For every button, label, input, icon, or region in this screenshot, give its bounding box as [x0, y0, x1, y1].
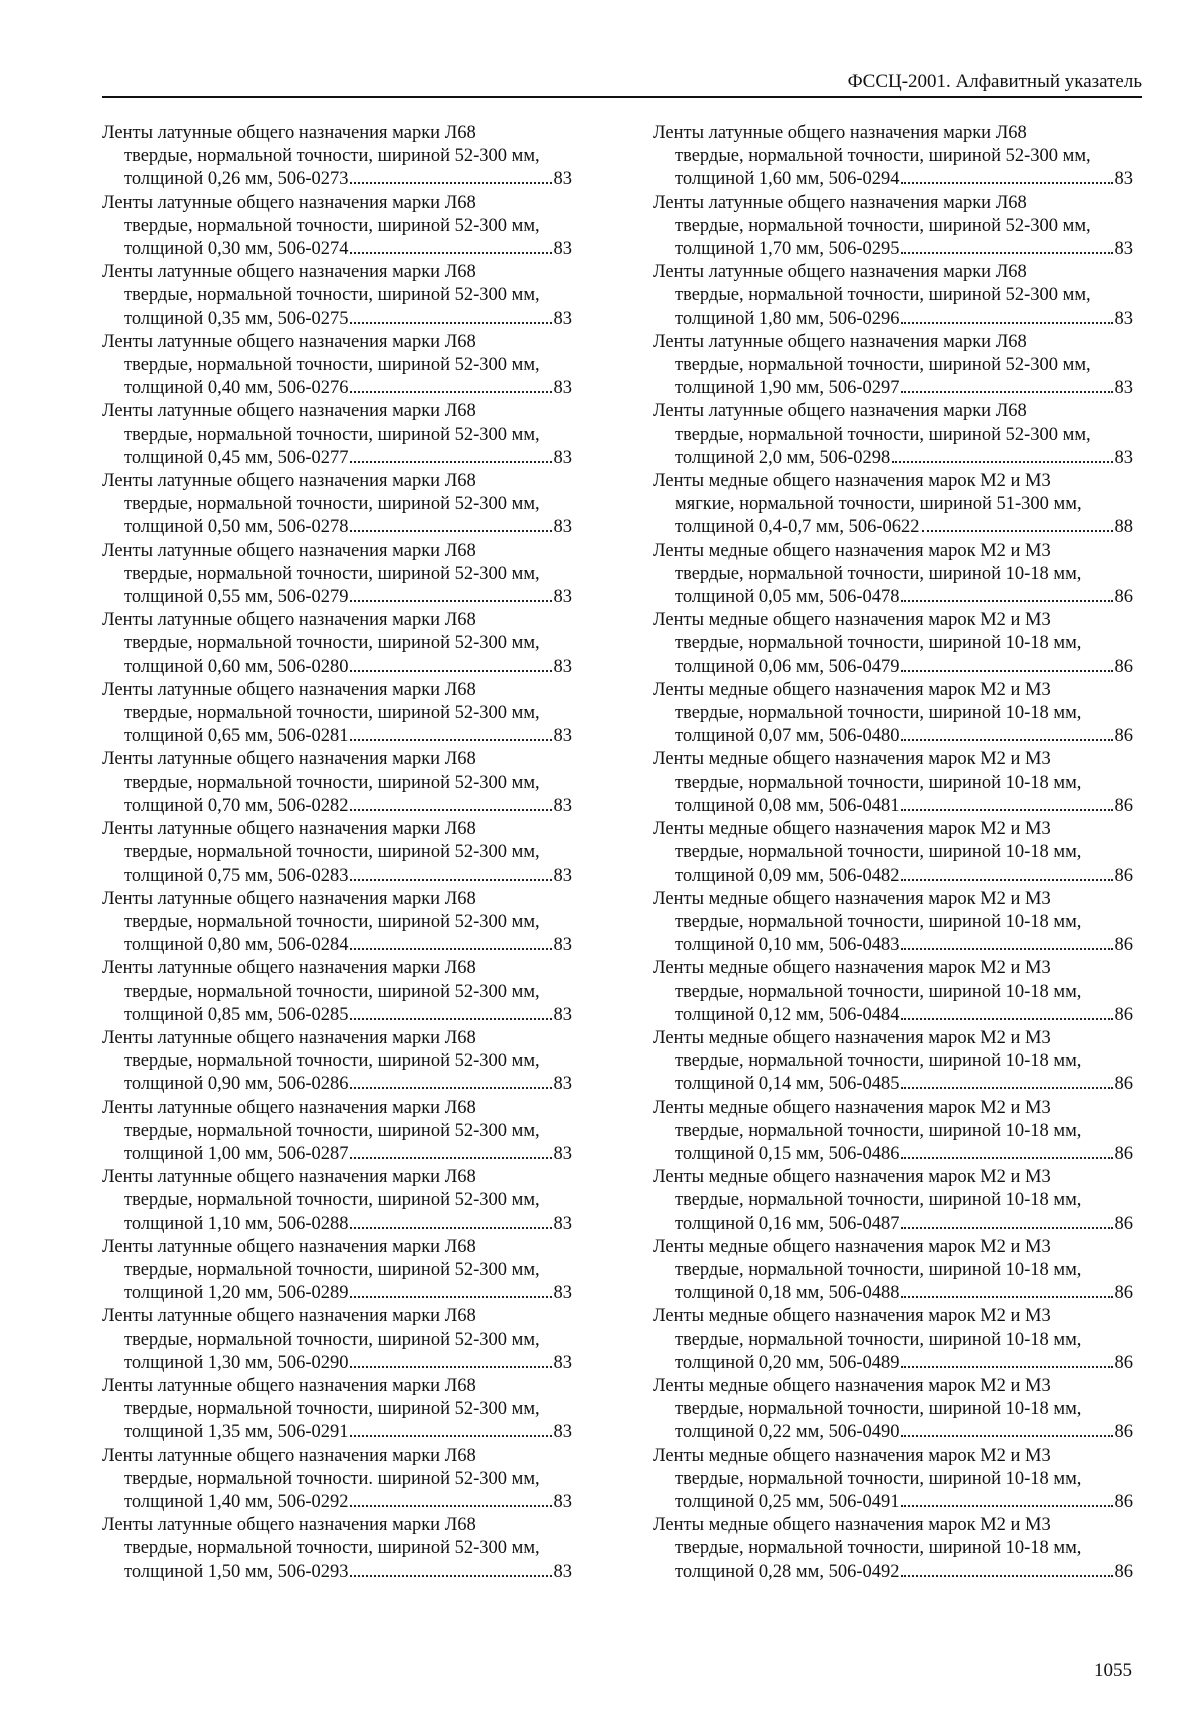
- entry-code-line: [653, 586, 1133, 609]
- index-entry: [102, 1166, 572, 1236]
- entry-description-line: твердые, нормальной точности, шириной 52-300 мм,: [124, 1190, 540, 1211]
- entry-code: толщиной 0,09 мм, 506-0482: [675, 865, 900, 886]
- entry-page-ref: 83: [553, 447, 572, 468]
- index-entry: [653, 888, 1133, 958]
- dot-leader: [350, 1018, 551, 1020]
- entry-title-line: Ленты латунные общего назначения марки Л68: [102, 123, 476, 143]
- entry-title-line: Ленты медные общего назначения марок М2 и М3: [653, 819, 1051, 840]
- entry-description-line: твердые, нормальной точности, шириной 52-300 мм,: [124, 842, 540, 863]
- dot-leader: [350, 1157, 551, 1159]
- dot-leader: [901, 1366, 1112, 1368]
- entry-code-line: [653, 516, 1133, 539]
- entry-code-line: [653, 656, 1133, 679]
- index-entry: [102, 1375, 572, 1445]
- entry-code: толщиной 0,70 мм, 506-0282: [124, 795, 349, 816]
- entry-code: толщиной 0,12 мм, 506-0484: [675, 1004, 900, 1025]
- dot-leader: [901, 322, 1112, 324]
- entry-title-line: Ленты латунные общего назначения марки Л68: [102, 1097, 476, 1118]
- page-header: [102, 70, 1142, 98]
- entry-code: толщиной 0,28 мм, 506-0492: [675, 1561, 900, 1582]
- entry-description-line: твердые, нормальной точности, шириной 10-18 мм,: [675, 842, 1082, 863]
- entry-description-line: твердые, нормальной точности, шириной 10-18 мм,: [675, 633, 1082, 654]
- index-entry: [102, 957, 572, 1027]
- entry-code: толщиной 0,40 мм, 506-0276: [124, 378, 349, 399]
- index-entry: [102, 122, 572, 192]
- entry-page-ref: 83: [553, 1352, 572, 1373]
- entry-title-line: Ленты медные общего назначения марок М2 и М3: [653, 749, 1051, 770]
- dot-leader: [350, 1575, 551, 1577]
- entry-description-line: твердые, нормальной точности, шириной 52-300 мм,: [124, 146, 540, 167]
- entry-code: толщиной 1,70 мм, 506-0295: [675, 239, 900, 260]
- entry-code: толщиной 1,35 мм, 506-0291: [124, 1422, 349, 1443]
- dot-leader: [901, 739, 1112, 741]
- entry-code: толщиной 1,60 мм, 506-0294: [675, 169, 900, 190]
- entry-title-line: Ленты латунные общего назначения марки Л68: [102, 1375, 476, 1396]
- index-entry: [653, 470, 1133, 540]
- entry-description-line: твердые, нормальной точности, шириной 52-300 мм,: [124, 911, 540, 932]
- entry-title-line: Ленты медные общего назначения марок М2 и М3: [653, 1306, 1051, 1327]
- entry-code-line: [653, 447, 1133, 470]
- entry-code: толщиной 0,4-0,7 мм, 506-0622: [675, 517, 920, 538]
- entry-code: толщиной 1,50 мм, 506-0293: [124, 1561, 349, 1582]
- dot-leader: [350, 252, 551, 254]
- entry-description-line: твердые, нормальной точности, шириной 10-18 мм,: [675, 1190, 1082, 1211]
- entry-code-line: [102, 308, 572, 331]
- entry-description-line: твердые, нормальной точности, шириной 52-300 мм,: [124, 772, 540, 793]
- dot-leader: [901, 1227, 1112, 1229]
- entry-page-ref: 86: [1114, 935, 1133, 956]
- entry-page-ref: 83: [553, 587, 572, 608]
- entry-title-line: Ленты латунные общего назначения марки Л68: [102, 401, 476, 422]
- entry-page-ref: 86: [1114, 1074, 1133, 1095]
- entry-description-line: твердые, нормальной точности, шириной 52-300 мм,: [675, 355, 1091, 376]
- entry-description-line: твердые, нормальной точности, шириной 52-300 мм,: [124, 1538, 540, 1559]
- entry-page-ref: 83: [553, 865, 572, 886]
- entry-code: толщиной 0,14 мм, 506-0485: [675, 1074, 900, 1095]
- dot-leader: [350, 670, 551, 672]
- dot-leader: [901, 1435, 1112, 1437]
- dot-leader: [901, 948, 1112, 950]
- entry-code-line: [653, 308, 1133, 331]
- header-title: ФССЦ-2001. Алфавитный указатель: [847, 71, 1142, 92]
- index-entry: [102, 540, 572, 610]
- entry-code-line: [102, 1213, 572, 1236]
- entry-code: толщиной 0,35 мм, 506-0275: [124, 308, 349, 329]
- entry-page-ref: 86: [1114, 1491, 1133, 1512]
- entry-page-ref: 83: [553, 239, 572, 260]
- entry-description-line: твердые, нормальной точности, шириной 52-300 мм,: [675, 215, 1091, 236]
- entry-code-line: [653, 1073, 1133, 1096]
- entry-title-line: Ленты латунные общего назначения марки Л68: [102, 1167, 476, 1188]
- entry-code: толщиной 1,20 мм, 506-0289: [124, 1283, 349, 1304]
- entry-description-line: твердые, нормальной точности, шириной 52-300 мм,: [124, 215, 540, 236]
- dot-leader: [901, 252, 1112, 254]
- entry-description-line: твердые, нормальной точности, шириной 52-300 мм,: [675, 424, 1091, 445]
- entry-page-ref: 83: [553, 1213, 572, 1234]
- dot-leader: [901, 1157, 1112, 1159]
- dot-leader: [901, 809, 1112, 811]
- entry-description-line: твердые, нормальной точности, шириной 10-18 мм,: [675, 563, 1082, 584]
- index-entry: [653, 748, 1133, 818]
- index-entry: [102, 609, 572, 679]
- index-entry: [653, 1166, 1133, 1236]
- page-number: 1055: [1094, 1660, 1132, 1681]
- entry-page-ref: 86: [1114, 587, 1133, 608]
- entry-page-ref: 83: [1114, 447, 1133, 468]
- entry-page-ref: 83: [1114, 239, 1133, 260]
- entry-description-line: твердые, нормальной точности, шириной 10-18 мм,: [675, 1538, 1082, 1559]
- entry-code-line: [653, 1421, 1133, 1444]
- dot-leader: [901, 1087, 1112, 1089]
- entry-description-line: твердые, нормальной точности, шириной 52-300 мм,: [124, 285, 540, 306]
- entry-page-ref: 83: [553, 726, 572, 747]
- entry-description-line: мягкие, нормальной точности, шириной 51-300 мм,: [675, 494, 1082, 515]
- dot-leader: [350, 1435, 551, 1437]
- entry-page-ref: 86: [1114, 1561, 1133, 1582]
- entry-code-line: [653, 1491, 1133, 1514]
- entry-description-line: твердые, нормальной точности, шириной 52-300 мм,: [675, 285, 1091, 306]
- entry-code: толщиной 0,90 мм, 506-0286: [124, 1074, 349, 1095]
- entry-code: толщиной 0,05 мм, 506-0478: [675, 587, 900, 608]
- entry-page-ref: 83: [553, 795, 572, 816]
- entry-page-ref: 83: [553, 378, 572, 399]
- index-entry: [102, 192, 572, 262]
- dot-leader: [350, 322, 551, 324]
- entry-title-line: Ленты латунные общего назначения марки Л68: [653, 262, 1027, 283]
- entry-code-line: [653, 1561, 1133, 1584]
- entry-title-line: Ленты латунные общего назначения марки Л68: [653, 401, 1027, 422]
- entry-description-line: твердые, нормальной точности, шириной 52-300 мм,: [124, 1399, 540, 1420]
- entry-page-ref: 86: [1114, 1283, 1133, 1304]
- entry-title-line: Ленты латунные общего назначения марки Л68: [102, 262, 476, 283]
- entry-title-line: Ленты латунные общего назначения марки Л68: [102, 1515, 476, 1536]
- index-entry: [102, 1305, 572, 1375]
- entry-code-line: [653, 1352, 1133, 1375]
- entry-page-ref: 83: [553, 1561, 572, 1582]
- entry-description-line: твердые, нормальной точности, шириной 10-18 мм,: [675, 1468, 1082, 1489]
- dot-leader: [901, 600, 1112, 602]
- dot-leader: [350, 1227, 551, 1229]
- entry-code-line: [102, 238, 572, 261]
- entry-page-ref: 83: [553, 517, 572, 538]
- entry-title-line: Ленты медные общего назначения марок М2 и М3: [653, 1027, 1051, 1048]
- entry-description-line: твердые, нормальной точности. шириной 52-300 мм,: [124, 1468, 540, 1489]
- dot-leader: [901, 1505, 1112, 1507]
- dot-leader: [892, 461, 1112, 463]
- entry-page-ref: 83: [553, 169, 572, 190]
- entry-title-line: Ленты латунные общего назначения марки Л68: [653, 192, 1027, 213]
- entry-code: толщиной 1,30 мм, 506-0290: [124, 1352, 349, 1373]
- entry-code: толщиной 0,60 мм, 506-0280: [124, 656, 349, 677]
- entry-code-line: [102, 1282, 572, 1305]
- index-entry: [653, 1514, 1133, 1584]
- entry-title-line: Ленты латунные общего назначения марки Л68: [102, 958, 476, 979]
- entry-title-line: Ленты латунные общего назначения марки Л68: [102, 749, 476, 770]
- entry-code-line: [102, 934, 572, 957]
- index-entry: [102, 331, 572, 401]
- entry-page-ref: 86: [1114, 726, 1133, 747]
- entry-title-line: Ленты латунные общего назначения марки Л68: [102, 679, 476, 700]
- index-entry: [653, 1027, 1133, 1097]
- entry-title-line: Ленты медные общего назначения марок М2 и М3: [653, 1445, 1051, 1466]
- entry-code-line: [102, 377, 572, 400]
- dot-leader: [350, 600, 551, 602]
- dot-leader: [350, 1366, 551, 1368]
- entry-title-line: Ленты медные общего назначения марок М2 и М3: [653, 1097, 1051, 1118]
- dot-leader: [350, 461, 551, 463]
- entry-code: толщиной 2,0 мм, 506-0298: [675, 447, 891, 468]
- dot-leader: [901, 670, 1112, 672]
- entry-title-line: Ленты латунные общего назначения марки Л68: [102, 1445, 476, 1466]
- entry-description-line: твердые, нормальной точности, шириной 52-300 мм,: [124, 1120, 540, 1141]
- dot-leader: [350, 530, 551, 532]
- entry-description-line: твердые, нормальной точности, шириной 52-300 мм,: [124, 563, 540, 584]
- entry-description-line: твердые, нормальной точности, шириной 52-300 мм,: [124, 1329, 540, 1350]
- entry-title-line: Ленты медные общего назначения марок М2 и М3: [653, 1375, 1051, 1396]
- entry-title-line: Ленты латунные общего назначения марки Л68: [102, 1027, 476, 1048]
- entry-title-line: Ленты латунные общего назначения марки Л68: [102, 471, 476, 492]
- index-entry: [102, 470, 572, 540]
- entry-code-line: [102, 865, 572, 888]
- index-entry: [102, 888, 572, 958]
- index-entry: [102, 261, 572, 331]
- index-entry: [102, 1236, 572, 1306]
- index-entry: [102, 400, 572, 470]
- entry-title-line: Ленты медные общего назначения марок М2 и М3: [653, 610, 1051, 631]
- entry-page-ref: 86: [1114, 1352, 1133, 1373]
- entry-code: толщиной 0,16 мм, 506-0487: [675, 1213, 900, 1234]
- entry-page-ref: 86: [1114, 1213, 1133, 1234]
- entry-description-line: твердые, нормальной точности, шириной 10-18 мм,: [675, 1051, 1082, 1072]
- entry-description-line: твердые, нормальной точности, шириной 10-18 мм,: [675, 1259, 1082, 1280]
- entry-description-line: твердые, нормальной точности, шириной 52-300 мм,: [124, 1259, 540, 1280]
- entry-code-line: [653, 865, 1133, 888]
- entry-description-line: твердые, нормальной точности, шириной 52-300 мм,: [124, 981, 540, 1002]
- entry-title-line: Ленты медные общего назначения марок М2 и М3: [653, 540, 1051, 561]
- index-entry: [653, 192, 1133, 262]
- dot-leader: [350, 1505, 551, 1507]
- entry-page-ref: 83: [553, 1422, 572, 1443]
- dot-leader: [901, 1296, 1112, 1298]
- entry-code-line: [102, 1421, 572, 1444]
- entry-page-ref: 86: [1114, 1422, 1133, 1443]
- entry-code: толщиной 1,00 мм, 506-0287: [124, 1143, 349, 1164]
- dot-leader: [350, 879, 551, 881]
- entry-code-line: [102, 168, 572, 191]
- entry-code-line: [653, 168, 1133, 191]
- entry-code: толщиной 0,55 мм, 506-0279: [124, 587, 349, 608]
- dot-leader: [901, 879, 1112, 881]
- entry-description-line: твердые, нормальной точности, шириной 52-300 мм,: [124, 1051, 540, 1072]
- entry-title-line: Ленты медные общего назначения марок М2 и М3: [653, 679, 1051, 700]
- entry-code: толщиной 0,20 мм, 506-0489: [675, 1352, 900, 1373]
- index-entry: [653, 818, 1133, 888]
- dot-leader: [350, 182, 551, 184]
- entry-code: толщиной 0,15 мм, 506-0486: [675, 1143, 900, 1164]
- entry-page-ref: 83: [553, 1143, 572, 1164]
- entry-code-line: [653, 1004, 1133, 1027]
- index-entry: [653, 1097, 1133, 1167]
- index-entry: [653, 1236, 1133, 1306]
- entry-page-ref: 83: [553, 308, 572, 329]
- entry-title-line: Ленты медные общего назначения марок М2 и М3: [653, 888, 1051, 909]
- index-entry: [102, 748, 572, 818]
- dot-leader: [901, 1018, 1112, 1020]
- entry-description-line: твердые, нормальной точности, шириной 52-300 мм,: [124, 633, 540, 654]
- index-entry: [653, 1375, 1133, 1445]
- index-entry: [653, 1445, 1133, 1515]
- entry-code-line: [102, 795, 572, 818]
- entry-title-line: Ленты медные общего назначения марок М2 и М3: [653, 958, 1051, 979]
- dot-leader: [901, 1575, 1112, 1577]
- entry-title-line: Ленты латунные общего назначения марки Л68: [653, 331, 1027, 352]
- entry-title-line: Ленты медные общего назначения марок М2 и М3: [653, 471, 1051, 492]
- entry-page-ref: 83: [553, 1004, 572, 1025]
- entry-code-line: [653, 795, 1133, 818]
- index-entry: [653, 122, 1133, 192]
- index-column-left: [102, 122, 572, 1584]
- entry-title-line: Ленты медные общего назначения марок М2 и М3: [653, 1167, 1051, 1188]
- entry-code: толщиной 0,26 мм, 506-0273: [124, 169, 349, 190]
- entry-page-ref: 83: [553, 1491, 572, 1512]
- entry-page-ref: 88: [1114, 517, 1133, 538]
- entry-title-line: Ленты медные общего назначения марок М2 и М3: [653, 1515, 1051, 1536]
- index-entry: [102, 1027, 572, 1097]
- entry-code: толщиной 0,30 мм, 506-0274: [124, 239, 349, 260]
- index-entry: [102, 1445, 572, 1515]
- entry-description-line: твердые, нормальной точности, шириной 10-18 мм,: [675, 981, 1082, 1002]
- entry-page-ref: 86: [1114, 1143, 1133, 1164]
- entry-code: толщиной 0,50 мм, 506-0278: [124, 517, 349, 538]
- entry-code: толщиной 0,22 мм, 506-0490: [675, 1422, 900, 1443]
- entry-code: толщиной 0,65 мм, 506-0281: [124, 726, 349, 747]
- entry-code-line: [102, 1352, 572, 1375]
- entry-code: толщиной 0,10 мм, 506-0483: [675, 935, 900, 956]
- index-column-right: [653, 122, 1133, 1584]
- entry-code: толщиной 0,08 мм, 506-0481: [675, 795, 900, 816]
- entry-code: толщиной 1,90 мм, 506-0297: [675, 378, 900, 399]
- entry-page-ref: 86: [1114, 865, 1133, 886]
- index-entry: [653, 540, 1133, 610]
- entry-page-ref: 86: [1114, 795, 1133, 816]
- entry-code: толщиной 0,45 мм, 506-0277: [124, 447, 349, 468]
- index-entry: [653, 1305, 1133, 1375]
- index-entry: [102, 818, 572, 888]
- index-entry: [653, 331, 1133, 401]
- entry-description-line: твердые, нормальной точности, шириной 52-300 мм,: [124, 494, 540, 515]
- dot-leader: [350, 391, 551, 393]
- entry-page-ref: 83: [1114, 169, 1133, 190]
- entry-code-line: [102, 586, 572, 609]
- entry-code: толщиной 0,06 мм, 506-0479: [675, 656, 900, 677]
- entry-code: толщиной 1,40 мм, 506-0292: [124, 1491, 349, 1512]
- entry-description-line: твердые, нормальной точности, шириной 52-300 мм,: [124, 424, 540, 445]
- entry-code-line: [653, 725, 1133, 748]
- entry-description-line: твердые, нормальной точности, шириной 10-18 мм,: [675, 703, 1082, 724]
- entry-page-ref: 83: [553, 1283, 572, 1304]
- entry-code: толщиной 1,80 мм, 506-0296: [675, 308, 900, 329]
- entry-code: толщиной 0,80 мм, 506-0284: [124, 935, 349, 956]
- entry-code-line: [653, 238, 1133, 261]
- entry-description-line: твердые, нормальной точности, шириной 10-18 мм,: [675, 1399, 1082, 1420]
- entry-description-line: твердые, нормальной точности, шириной 10-18 мм,: [675, 1120, 1082, 1141]
- entry-code-line: [102, 725, 572, 748]
- dot-leader: [901, 182, 1112, 184]
- entry-title-line: Ленты латунные общего назначения марки Л68: [102, 610, 476, 631]
- entry-description-line: твердые, нормальной точности, шириной 10-18 мм,: [675, 911, 1082, 932]
- entry-code-line: [653, 1282, 1133, 1305]
- dot-leader: [350, 1296, 551, 1298]
- index-entry: [102, 679, 572, 749]
- entry-code-line: [102, 1561, 572, 1584]
- entry-code: толщиной 0,18 мм, 506-0488: [675, 1283, 900, 1304]
- entry-description-line: твердые, нормальной точности, шириной 52-300 мм,: [124, 703, 540, 724]
- index-entry: [653, 400, 1133, 470]
- dot-leader: [901, 391, 1112, 393]
- dot-leader: [350, 809, 551, 811]
- entry-code-line: [102, 1491, 572, 1514]
- entry-code-line: [102, 1143, 572, 1166]
- entry-code-line: [102, 516, 572, 539]
- entry-code-line: [102, 1073, 572, 1096]
- dot-leader: [350, 1087, 551, 1089]
- index-entry: [102, 1097, 572, 1167]
- entry-page-ref: 86: [1114, 656, 1133, 677]
- entry-code-line: [102, 447, 572, 470]
- entry-title-line: Ленты латунные общего назначения марки Л68: [102, 192, 476, 213]
- entry-page-ref: 86: [1114, 1004, 1133, 1025]
- entry-title-line: Ленты латунные общего назначения марки Л68: [102, 819, 476, 840]
- index-entry: [653, 609, 1133, 679]
- index-entry: [102, 1514, 572, 1584]
- entry-page-ref: 83: [553, 656, 572, 677]
- dot-leader: [350, 739, 551, 741]
- entry-page-ref: 83: [1114, 308, 1133, 329]
- entry-title-line: Ленты латунные общего назначения марки Л68: [102, 1236, 476, 1257]
- entry-title-line: Ленты латунные общего назначения марки Л68: [102, 540, 476, 561]
- index-entry: [653, 957, 1133, 1027]
- index-entry: [653, 261, 1133, 331]
- index-entry: [653, 679, 1133, 749]
- entry-description-line: твердые, нормальной точности, шириной 52-300 мм,: [675, 146, 1091, 167]
- entry-code: толщиной 1,10 мм, 506-0288: [124, 1213, 349, 1234]
- entry-title-line: Ленты латунные общего назначения марки Л68: [653, 123, 1027, 143]
- entry-title-line: Ленты латунные общего назначения марки Л68: [102, 888, 476, 909]
- entry-title-line: Ленты медные общего назначения марок М2 и М3: [653, 1236, 1051, 1257]
- entry-code: толщиной 0,85 мм, 506-0285: [124, 1004, 349, 1025]
- entry-code-line: [102, 1004, 572, 1027]
- entry-description-line: твердые, нормальной точности, шириной 10-18 мм,: [675, 1329, 1082, 1350]
- entry-code-line: [653, 1143, 1133, 1166]
- entry-page-ref: 83: [1114, 378, 1133, 399]
- dot-leader: [350, 948, 551, 950]
- entry-code-line: [653, 377, 1133, 400]
- entry-code: толщиной 0,07 мм, 506-0480: [675, 726, 900, 747]
- dot-leader: [922, 530, 1113, 532]
- entry-code-line: [102, 656, 572, 679]
- entry-title-line: Ленты латунные общего назначения марки Л68: [102, 1306, 476, 1327]
- entry-page-ref: 83: [553, 935, 572, 956]
- entry-description-line: твердые, нормальной точности, шириной 52-300 мм,: [124, 355, 540, 376]
- entry-code-line: [653, 1213, 1133, 1236]
- entry-code: толщиной 0,75 мм, 506-0283: [124, 865, 349, 886]
- entry-description-line: твердые, нормальной точности, шириной 10-18 мм,: [675, 772, 1082, 793]
- entry-page-ref: 83: [553, 1074, 572, 1095]
- entry-code: толщиной 0,25 мм, 506-0491: [675, 1491, 900, 1512]
- entry-title-line: Ленты латунные общего назначения марки Л68: [102, 331, 476, 352]
- entry-code-line: [653, 934, 1133, 957]
